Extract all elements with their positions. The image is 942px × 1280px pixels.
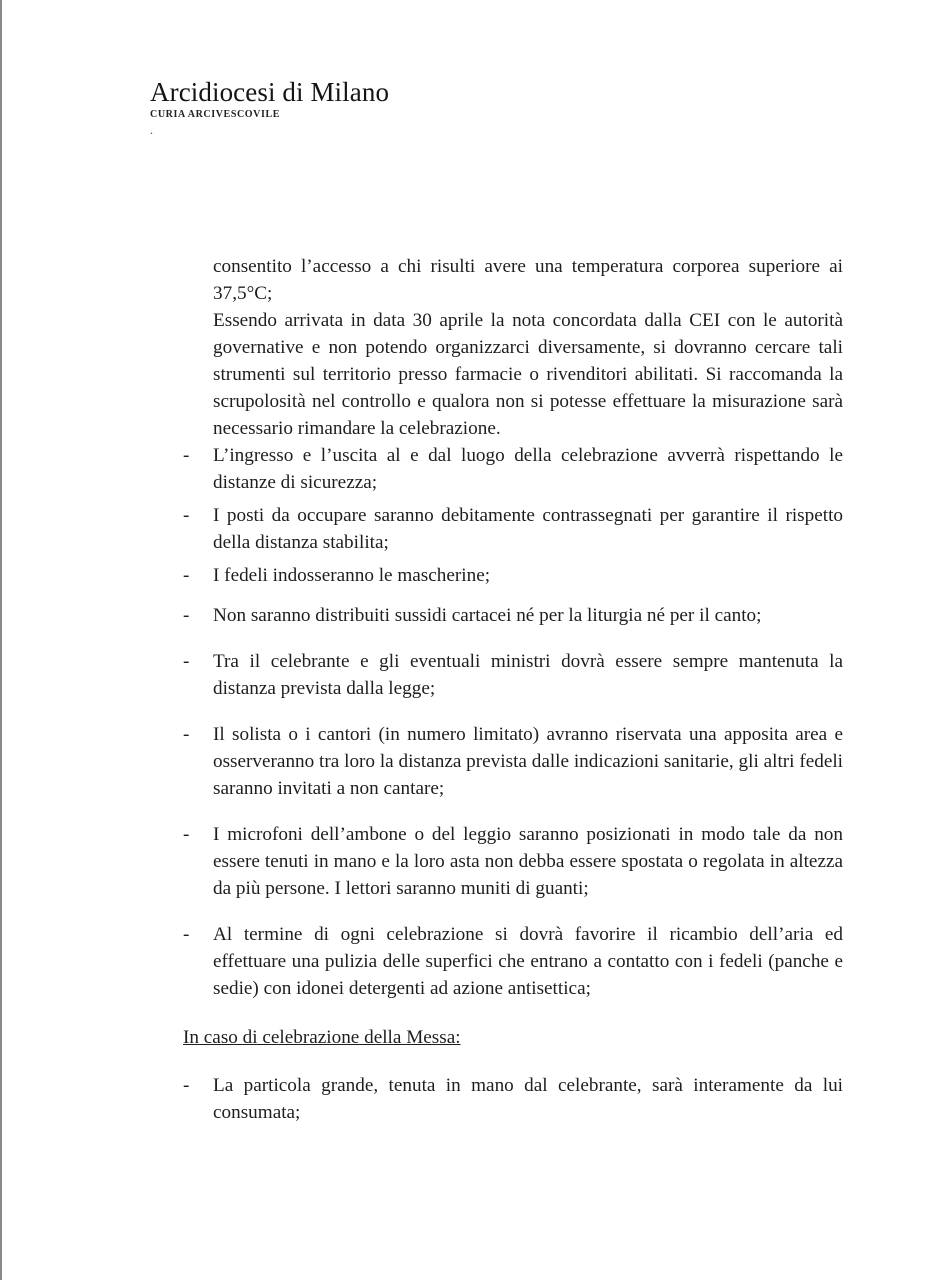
list-item	[183, 502, 843, 556]
list-item-text: Al termine di ogni celebrazione si dovrà favorire il ricambio dell’aria ed effettuare una pulizia delle superfici che entrano a contatto con i fedeli (panche e sedie) con idonei detergenti ad azione antisettica;	[213, 924, 843, 999]
bullet-dash: -	[183, 924, 190, 945]
bullet-dash: -	[183, 824, 190, 845]
intro-paragraph: consentito l’accesso a chi risulti avere una temperatura corporea superiore ai 37,5°C;	[213, 256, 843, 304]
bullet-dash: -	[183, 651, 190, 672]
bullet-dash: -	[183, 724, 190, 745]
list-item	[183, 921, 843, 1002]
letterhead	[150, 76, 389, 136]
list-item-text: La particola grande, tenuta in mano dal celebrante, sarà interamente da lui consumata;	[213, 1075, 843, 1123]
letterhead-dot: .	[150, 123, 153, 137]
bullet-dash: -	[183, 505, 190, 526]
list-item-text: I microfoni dell’ambone o del leggio saranno posizionati in modo tale da non essere tenuti in mano e la loro asta non debba essere spostata o regolata in altezza da più persone. I lettori saranno muniti di guanti;	[213, 824, 843, 899]
bullet-dash: -	[183, 565, 190, 586]
list-item-text: I posti da occupare saranno debitamente contrassegnati per garantire il rispetto della distanza stabilita;	[213, 505, 843, 553]
list-item	[183, 442, 843, 496]
page-edge	[0, 0, 2, 1280]
letterhead-subtitle: CURIA ARCIVESCOVILE	[150, 109, 281, 120]
document-body	[183, 253, 843, 1126]
list-item-text: Tra il celebrante e gli eventuali ministri dovrà essere sempre mantenuta la distanza prevista dalla legge;	[213, 651, 843, 699]
list-item	[183, 562, 843, 589]
list-item	[183, 602, 843, 629]
bullet-dash: -	[183, 445, 190, 466]
list-item-text: I fedeli indosseranno le mascherine;	[213, 565, 491, 586]
list-item	[183, 721, 843, 802]
list-item	[183, 821, 843, 902]
list-item-text: Non saranno distribuiti sussidi cartacei né per la liturgia né per il canto;	[213, 605, 762, 626]
intro-paragraph: Essendo arrivata in data 30 aprile la nota concordata dalla CEI con le autorità governative e non potendo organizzarci diversamente, si dovranno cercare tali strumenti sul territorio presso farmacie o rivenditori abilitati. Si raccomanda la scrupolosità nel controllo e qualora non si potesse effettuare la misurazione sarà necessario rimandare la celebrazione.	[213, 310, 843, 439]
section-heading: In caso di celebrazione della Messa:	[183, 1027, 461, 1048]
bullet-dash: -	[183, 605, 190, 626]
list-item	[183, 1072, 843, 1126]
bullet-dash: -	[183, 1075, 190, 1096]
letterhead-title: Arcidiocesi di Milano	[150, 77, 390, 107]
list-item-text: L’ingresso e l’uscita al e dal luogo della celebrazione avverrà rispettando le distanze di sicurezza;	[213, 445, 843, 493]
list-item-text: Il solista o i cantori (in numero limitato) avranno riservata una apposita area e osserveranno tra loro la distanza prevista dalle indicazioni sanitarie, gli altri fedeli saranno invitati a non cantare;	[213, 724, 843, 799]
list-item	[183, 648, 843, 702]
